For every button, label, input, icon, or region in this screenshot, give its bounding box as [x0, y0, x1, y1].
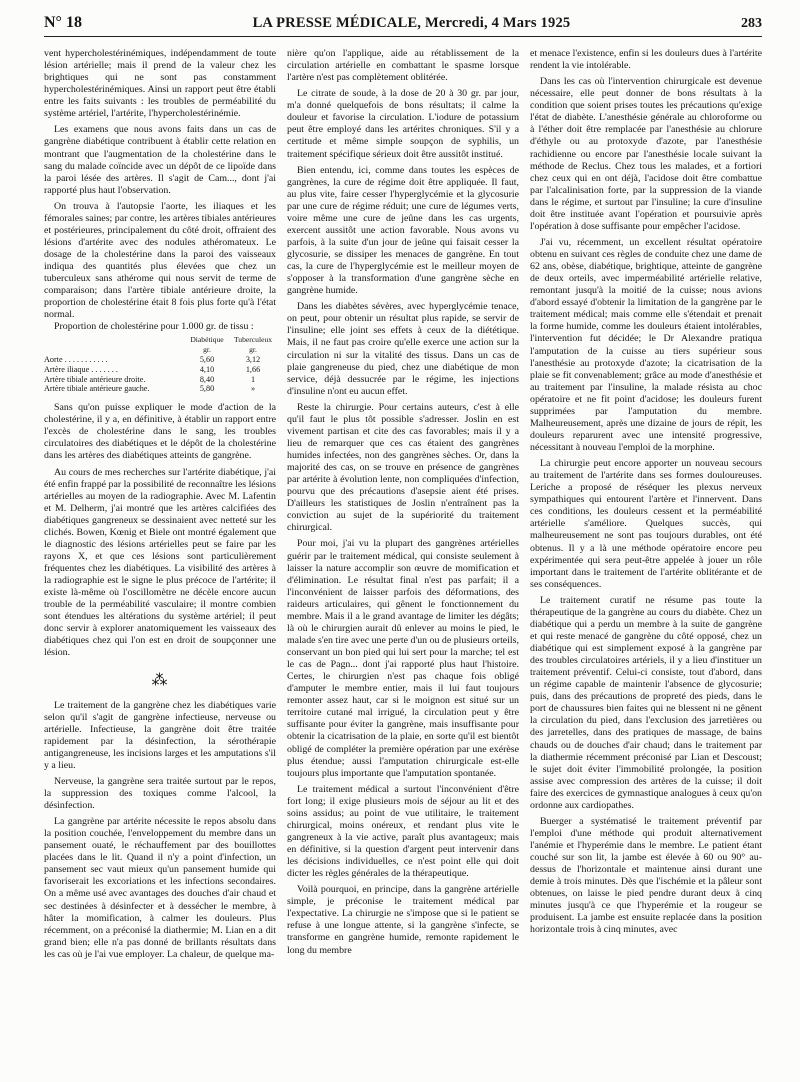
paragraph: Le traitement de la gangrène chez les diabétiques varie selon qu'il s'agit de gangrène infectieuse, nerveuse ou artérielle. Infectieuse, la gangrène doit être traitée rapidement par la désinfection, la sérothérapie antigangreneuse, les incisions larges et les amputations s'il y a lieu. — [44, 699, 276, 771]
unit-cell: gr. — [203, 345, 211, 355]
paragraph: Sans qu'on puisse expliquer le mode d'action de la cholestérine, il y a, en définitive, à établir un rapport entre l'excès de cholestérine dans le sang, les troubles circulatoires des diabétiques et le dépôt de la cholestérine dans les artères des diabétiques atteints de gangrène. — [44, 402, 276, 462]
row-label: Aorte . . . . . . . . . . . — [44, 355, 108, 365]
cell-tuberculeux: 1 — [250, 374, 256, 384]
paragraph: Les examens que nous avons faits dans un cas de gangrène diabétique contribuent à établir cette relation en montrant que l'augmentation de la cholestérine dans le sang du malade coïncide avec un dépôt de ce lipoïde dans la paroi lésée des artères. Il s'agit de Cam..., dont j'ai rapporté plus haut l'observation. — [44, 124, 276, 196]
paragraph: J'ai vu, récemment, un excellent résultat opératoire obtenu en suivant ces règles de conduite chez une dame de 62 ans, obèse, diabétique, brightique, atteinte de gangrène de deux orteils, avec imperméabilité artérielle relative, remontant jusqu'à la moitié de la cuisse; nous avions d'abord essayé d'obtenir la limitation de la gangrène par le traitement médical; mais comme elle s'étendait et prenait la forme humide, comme les douleurs étaient intolérables, l'intervention fut décidée; le Dr Alexandre pratiqua l'amputation de la cuisse au tiers supérieur sous l'anesthésie au protoxyde d'azote; la cicatrisation de la plaie se fit convenablement; grâce au mode d'anesthésie et au traitement par l'insuline, la malade résista au choc opératoire et ne fit point d'acidose; les douleurs furent supprimées par l'amputation du membre. Malheureusement, après une dizaine de jours de répit, les douleurs reparurent avec une intensité progressive, nécessitant à nouveau l'emploi de la morphine. — [530, 236, 762, 453]
paragraph: nière qu'on l'applique, aide au rétablissement de la circulation artérielle en combattant le spasme lorsque l'artère n'est pas complètement oblitérée. — [287, 48, 519, 84]
column-header-diabetique: Diabétique — [190, 335, 224, 345]
journal-title-date: LA PRESSE MÉDICALE, Mercredi, 4 Mars 1925 — [252, 15, 571, 31]
paragraph: Le citrate de soude, à la dose de 20 à 30 gr. par jour, m'a donné quelquefois de bons résultats; il calme la douleur et favorise la circulation. L'iodure de potassium peut être employé dans les artérites chroniques. S'il y a certitude et même simple soupçon de syphilis, un traitement spécifique sérieux doit être aussitôt institué. — [287, 88, 519, 160]
cell-tuberculeux: 1,66 — [245, 364, 261, 374]
paragraph: La chirurgie peut encore apporter un nouveau secours au traitement de l'artérite dans ses formes douloureuses. Leriche a proposé de réséquer les plexus nerveux sympathiques qui entourent l'artère et l'innervent. Dans ces conditions, les douleurs cessent et la perméabilité artérielle s'améliore. Quelques succès, qui malheureusement ne sont pas toujours durables, ont été obtenus. Il y a là une méthode opératoire encore peu expérimentée qui sera peut-être appelée à jouer un rôle important dans le traitement de l'artérite oblitérante et de ses conséquences. — [530, 458, 762, 590]
paragraph: et menace l'existence, enfin si les douleurs dues à l'artérite rendent la vie intolérable. — [530, 48, 762, 72]
article-columns — [44, 48, 762, 1074]
paragraph: Dans les cas où l'intervention chirurgicale est devenue nécessaire, elle peut donner de bons résultats à la condition que soient prises toutes les précautions qu'exige l'état de diabète. L'anesthésie générale au chloroforme ou à l'éther doit être remplacée par l'anesthésie au chlorure d'éthyle ou au protoxyde d'azote, par l'anesthésie rachidienne ou encore par l'anesthésie locale suivant la méthode de Reclus. Chez tous les malades, et a fortiori chez ceux qui en ont déjà, l'acidose doit être combattue par l'alcalinisation forte, par la suppression de la viande dans le régime, et surtout par l'insuline; la cure d'insuline doit être instituée avant l'opération et poursuivie après l'opération à dose suffisante pour empêcher l'acidose. — [530, 76, 762, 232]
table-row — [44, 384, 276, 394]
cell-tuberculeux: » — [250, 384, 256, 394]
paragraph: La gangrène par artérite nécessite le repos absolu dans la position couchée, l'enveloppement du membre dans un pansement ouaté, le réchauffement par des bouillottes placées dans le lit. Quand il n'y a point d'infection, un pansement sec vaut mieux qu'un pansement humide qui favoriserait les excoriations et les infections secondaires. On a même usé avec avantages des douches d'air chaud et sec destinées à désinfecter et à dessécher le membre, à hâter la momification, à calmer les douleurs. Plus récemment, on a préconisé la diathermie; M. Lian en a dit grand bien; elle n'a pas donné de brillants résultats dans les cas où je l'ai vue employer. La chaleur, de quelque ma- — [44, 816, 276, 960]
paragraph: Pour moi, j'ai vu la plupart des gangrènes artérielles guérir par le traitement médical, qui consiste seulement à laisser la nature accomplir son œuvre de momification et d'élimination. Le résultat final n'est pas parfait; il a l'inconvénient de laisser parfois des déformations, des raideurs articulaires, qui gênent le fonctionnement du membre. Mais il a le grand avantage de limiter les dégâts; là où le chirurgien aurait dû enlever au moins le pied, le malade s'en tire avec une perte d'un ou de plusieurs orteils, conservant un bon pied qui lui sert pour la marche; tel est le cas de Pagn... dont j'ai rapporté plus haut l'histoire. Certes, le chirurgien n'est pas chaque fois obligé d'amputer le membre entier, mais il lui faut toujours remonter assez haut, car si le moignon est situé sur un territoire cutané mal irrigué, la circulation peut y être suffisante pour éviter la gangrène, mais insuffisante pour obtenir la cicatrisation de la plaie, en sorte qu'il est bientôt obligé de compléter la première opération par une exérèse plus étendue; aussi l'amputation chirurgicale est-elle toujours plus importante que l'amputation spontanée. — [287, 538, 519, 779]
paragraph: Le traitement curatif ne résume pas toute la thérapeutique de la gangrène au cours du diabète. Chez un diabétique qui a perdu un membre à la suite de gangrène et qui reste menacé de gangrène du côté opposé, chez un diabétique qui est simplement exposé à la gangrène par des troubles circulatoires artériels, il y a lieu d'instituer un traitement préventif. Celui-ci consiste, tout d'abord, dans un régime capable de maintenir l'absence de glycosurie; puis, dans des précautions de propreté des pieds, dans le port de chaussures bien faites qui ne blessent ni ne gênent la circulation du pied, dans l'exclusion des jarretières ou des jarretelles, dans des pratiques de massage, de bains chauds ou de douches d'air chaud; dans le traitement par la diathermie récemment préconisé par Lian et Descoust; le sujet doit éviter l'immobilité prolongée, la position assise avec compression des artères de la cuisse; il doit faire des exercices de gymnastique analogues à ceux qu'on ordonne aux cardiopathes. — [530, 594, 762, 811]
row-label: Artère iliaque . . . . . . . — [44, 364, 118, 374]
paragraph: On trouva à l'autopsie l'aorte, les iliaques et les fémorales saines; par contre, les artères tibiales antérieures et postérieures, principalement du côté droit, offraient des lésions d'artérite avec des nodules athéromateux. Le dosage de la cholestérine dans la paroi des vaisseaux indiqua des quantités plus élevées que chez un tuberculeux sans athérome qui nous servit de terme de comparaison; dans l'artère tibiale antérieure droite, la proportion de cholestérine était 8 fois plus forte qu'à l'état normal. — [44, 200, 276, 321]
paragraph: vent hypercholestérinémiques, indépendamment de toute lésion artérielle; mais il prend de la valeur chez les brightiques qui ne sont pas constamment hypercholestérinémiques. Ainsi un rapport peut être établi entre les faits suivants : les troubles de perméabilité du système artériel, l'artérite, l'hypercholestérinémie. — [44, 48, 276, 120]
table-row — [44, 375, 276, 385]
unit-cell: gr. — [249, 345, 257, 355]
issue-number: N° 18 — [44, 14, 82, 31]
row-label: Artère tibiale antérieure gauche. — [44, 384, 150, 394]
paragraph: Au cours de mes recherches sur l'artérite diabétique, j'ai été enfin frappé par la possibilité de reconnaître les lésions artérielles au moyen de la radiographie. Avec M. Lafentin et M. Delherm, j'ai montré que les artères calcifiées des diabétiques gangreneux se dessinaient avec netteté sur les clichés. Bowen, Kœnig et Biele ont montré également que le diagnostic des lésions artérielles peut se faire par les rayons X, et que ces lésions sont particulièrement fréquentes chez les diabétiques. La visibilité des artères à la radiographie est le signe le plus précoce de l'artérite; il existe là-même où l'oscillomètre ne décèle encore aucun trouble de la perméabilité vasculaire; il montre combien sont étendues les altérations du système artériel; il peut donc servir à explorer anatomiquement les vaisseaux des diabétiques chez qui l'on est en droit de soupçonner une lésion. — [44, 466, 276, 659]
column-1 — [44, 48, 276, 1074]
paragraph: Le traitement médical a surtout l'inconvénient d'être fort long; il exige plusieurs mois de séjour au lit et des soins assidus; au point de vue utilitaire, le traitement chirurgical, moins onéreux, et rendant plus vite le gangreneux à la vie active, paraît plus avantageux; mais en définitive, si la question d'argent peut intervenir dans les décisions individuelles, ce n'est point elle qui doit dicter les règles générales de la thérapeutique. — [287, 783, 519, 880]
column-header-tuberculeux: Tuberculeux — [233, 335, 273, 345]
cell-tuberculeux: 3,12 — [245, 355, 261, 365]
cell-diabetique: 8,40 — [199, 374, 215, 384]
paragraph: Nerveuse, la gangrène sera traitée surtout par le repos, la suppression des toxiques comme l'alcool, la désinfection. — [44, 775, 276, 812]
table-units-row — [44, 345, 276, 355]
cholesterol-table — [44, 335, 276, 394]
column-2 — [287, 48, 519, 1074]
table-caption: Proportion de cholestérine pour 1.000 gr. de tissu : — [54, 321, 254, 333]
cell-diabetique: 5,80 — [199, 384, 215, 394]
row-label: Artère tibiale antérieure droite. — [44, 374, 146, 384]
cell-diabetique: 5,60 — [199, 355, 215, 365]
cell-diabetique: 4,10 — [199, 364, 215, 374]
column-3 — [530, 48, 762, 1074]
page-header — [44, 14, 762, 37]
page-number: 283 — [740, 16, 762, 31]
paragraph: Reste la chirurgie. Pour certains auteurs, c'est à elle qu'il faut le plus tôt possible s'adresser. Joslin en est vivement partisan et cite des cas favorables; mais il y a lieu de remarquer que ces cas étaient des gangrènes humides infectées, non des gangrènes sèches. Or, dans la majorité des cas, on se trouve en présence de gangrènes par artérite à évolution lente, non compliquées d'infection, pourvu que des précautions d'asepsie aient été prises. D'ailleurs les statistiques de Joslin n'entraînent pas la conviction au sujet de la supériorité du traitement chirurgical. — [287, 401, 519, 534]
paragraph: Bien entendu, ici, comme dans toutes les espèces de gangrènes, la cure de régime doit être appliquée. Il faut, au plus vite, faire cesser l'hyperglycémie et la glycosurie par une cure de régime réduit; une cure de légumes verts, voire même une cure de jeûne dans les cas urgents, exercent aussitôt une action favorable. Nous avons vu parfois, à la suite d'un jour de jeûne qui faisait cesser la glycosurie, se dissiper les menaces de gangrène. En tout cas, la cure de l'hyperglycémie est le meilleur moyen de s'opposer à la transformation d'une gangrène sèche en gangrène humide. — [287, 164, 519, 297]
table-row — [44, 365, 276, 375]
paragraph: Buerger a systématisé le traitement préventif par l'emploi d'une méthode qui produit alternativement l'anémie et l'hyperémie dans le membre. Le patient étant couché sur son lit, la jambe est élevée à 60 ou 90° au-dessus de l'horizontale et maintenue ainsi durant une demie à trois minutes. Dès que l'ischémie et la pâleur sont obtenues, on laisse le pied pendre durant deux à cinq minutes jusqu'à ce que l'hyperémie et la rougeur se produisent. La jambe est ensuite replacée dans la position horizontale trois à cinq minutes, avec — [530, 815, 762, 936]
paragraph: Voilà pourquoi, en principe, dans la gangrène artérielle simple, je préconise le traitement médical par l'expectative. La chirurgie ne s'impose que si le patient se refuse à une longue attente, si la gangrène s'infecte, se transforme en gangrène humide, remonte rapidement le long du membre — [287, 884, 519, 956]
table-header-row — [44, 335, 276, 345]
table-row — [44, 355, 276, 365]
section-separator: ⁂ — [151, 671, 169, 689]
paragraph: Dans les diabètes sévères, avec hyperglycémie tenace, on peut, pour obtenir un résultat plus rapide, se servir de l'insuline; elle joint ses effets à ceux de la diététique. Mais, il ne faut pas croire qu'elle exerce une action sur la circulation ni sur la vitalité des tissus. Dans un cas de plaie gangreneuse du pied, chez une diabétique de mon service, déjà dessucrée par le régime, les injections d'insuline n'ont eu aucun effet. — [287, 301, 519, 397]
